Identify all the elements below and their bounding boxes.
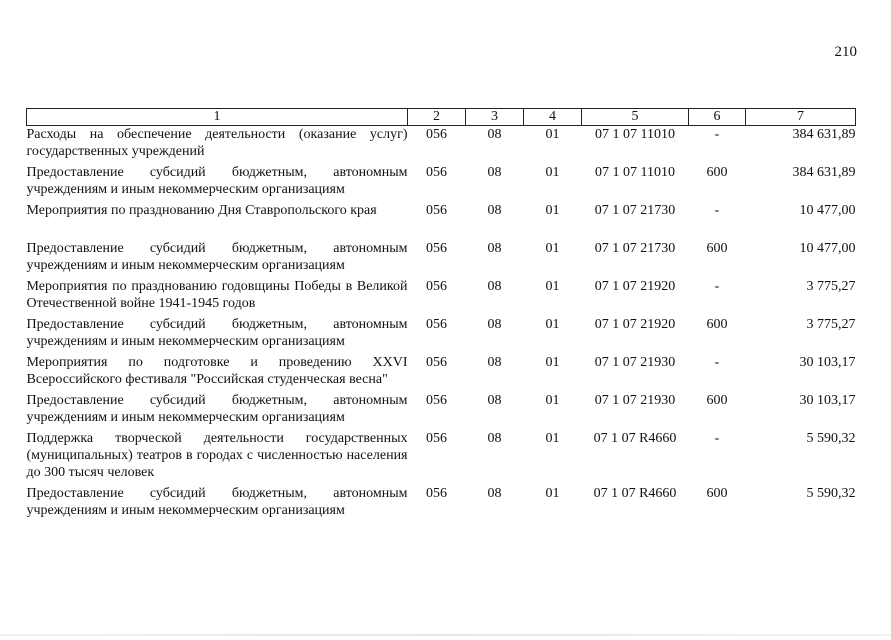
row-name: Мероприятия по празднованию Дня Ставропольского края (26, 203, 377, 218)
table-row (27, 240, 856, 278)
row-name: Предоставление субсидий бюджетным, автономным учреждениям и иным некоммерческим организациям (26, 486, 408, 518)
row-subsection-code: 01 (545, 486, 560, 501)
row-expense-type: - (714, 127, 720, 142)
row-name: Мероприятия по празднованию годовщины Победы в Великой Отечественной войне 1941-1945 годов (26, 279, 408, 311)
row-name: Предоставление субсидий бюджетным, автономным учреждениям и иным некоммерческим организациям (26, 393, 408, 425)
row-name: Предоставление субсидий бюджетным, автономным учреждениям и иным некоммерческим организациям (26, 241, 408, 273)
row-subsection-code: 01 (545, 317, 560, 332)
column-header-3: 3 (466, 109, 524, 126)
table-row (27, 430, 856, 485)
row-section-code: 08 (487, 241, 502, 256)
row-ministry-code: 056 (426, 431, 447, 446)
row-section-code: 08 (487, 393, 502, 408)
row-amount: 384 631,89 (792, 127, 856, 142)
column-header-7: 7 (746, 109, 856, 126)
row-amount: 3 775,27 (806, 279, 856, 294)
table-row (27, 485, 856, 523)
row-ministry-code: 056 (426, 355, 447, 370)
column-header-6: 6 (689, 109, 746, 126)
row-expense-type: - (714, 203, 720, 218)
row-expense-type: - (714, 431, 720, 446)
row-amount: 10 477,00 (799, 241, 856, 256)
page-number: 210 (834, 44, 857, 60)
row-target-article: 07 1 07 11010 (595, 165, 675, 180)
table-row (27, 164, 856, 202)
row-name: Мероприятия по подготовке и проведению XXVI Всероссийского фестиваля "Российская студенческая весна" (26, 355, 408, 387)
row-section-code: 08 (487, 127, 502, 142)
column-header-2: 2 (408, 109, 466, 126)
column-header-1: 1 (27, 109, 408, 126)
table-row (27, 354, 856, 392)
row-amount: 10 477,00 (799, 203, 856, 218)
row-ministry-code: 056 (426, 279, 447, 294)
row-expense-type: - (714, 355, 720, 370)
row-expense-type: 600 (706, 165, 728, 180)
row-target-article: 07 1 07 11010 (595, 127, 675, 142)
budget-table (26, 108, 856, 523)
row-section-code: 08 (487, 431, 502, 446)
row-amount: 30 103,17 (799, 355, 856, 370)
row-target-article: 07 1 07 21930 (594, 393, 676, 408)
row-ministry-code: 056 (426, 241, 447, 256)
table-row (27, 202, 856, 240)
table-row (27, 126, 856, 165)
row-ministry-code: 056 (426, 486, 447, 501)
row-ministry-code: 056 (426, 165, 447, 180)
row-ministry-code: 056 (426, 203, 447, 218)
row-target-article: 07 1 07 21920 (594, 317, 676, 332)
row-section-code: 08 (487, 486, 502, 501)
row-target-article: 07 1 07 R4660 (593, 486, 677, 501)
row-ministry-code: 056 (426, 317, 447, 332)
row-amount: 5 590,32 (806, 431, 856, 446)
row-subsection-code: 01 (545, 393, 560, 408)
row-name: Поддержка творческой деятельности государственных (муниципальных) театров в городах с численностью населения до 300 тысяч человек (26, 431, 408, 480)
row-ministry-code: 056 (426, 393, 447, 408)
row-section-code: 08 (487, 355, 502, 370)
row-ministry-code: 056 (426, 127, 447, 142)
row-target-article: 07 1 07 21730 (594, 203, 676, 218)
row-expense-type: - (714, 279, 720, 294)
row-amount: 30 103,17 (799, 393, 856, 408)
column-number-header-row (27, 109, 856, 126)
row-target-article: 07 1 07 21920 (594, 279, 676, 294)
row-subsection-code: 01 (545, 241, 560, 256)
row-name: Предоставление субсидий бюджетным, автономным учреждениям и иным некоммерческим организациям (26, 165, 408, 197)
column-header-4: 4 (524, 109, 582, 126)
row-expense-type: 600 (706, 241, 728, 256)
row-expense-type: 600 (706, 486, 728, 501)
row-expense-type: 600 (706, 317, 728, 332)
table-row (27, 278, 856, 316)
row-name: Расходы на обеспечение деятельности (оказание услуг) государственных учреждений (26, 127, 408, 159)
table-row (27, 316, 856, 354)
row-name: Предоставление субсидий бюджетным, автономным учреждениям и иным некоммерческим организациям (26, 317, 408, 349)
row-target-article: 07 1 07 21730 (594, 241, 676, 256)
row-section-code: 08 (487, 165, 502, 180)
column-header-5: 5 (582, 109, 689, 126)
row-subsection-code: 01 (545, 355, 560, 370)
row-subsection-code: 01 (545, 165, 560, 180)
row-target-article: 07 1 07 21930 (594, 355, 676, 370)
row-amount: 384 631,89 (792, 165, 856, 180)
row-amount: 3 775,27 (806, 317, 856, 332)
row-expense-type: 600 (706, 393, 728, 408)
table-row (27, 392, 856, 430)
row-section-code: 08 (487, 279, 502, 294)
row-section-code: 08 (487, 317, 502, 332)
row-target-article: 07 1 07 R4660 (593, 431, 677, 446)
scan-artifact-line (0, 634, 891, 636)
row-subsection-code: 01 (545, 279, 560, 294)
row-subsection-code: 01 (545, 203, 560, 218)
row-subsection-code: 01 (545, 431, 560, 446)
row-subsection-code: 01 (545, 127, 560, 142)
row-amount: 5 590,32 (806, 486, 856, 501)
row-section-code: 08 (487, 203, 502, 218)
